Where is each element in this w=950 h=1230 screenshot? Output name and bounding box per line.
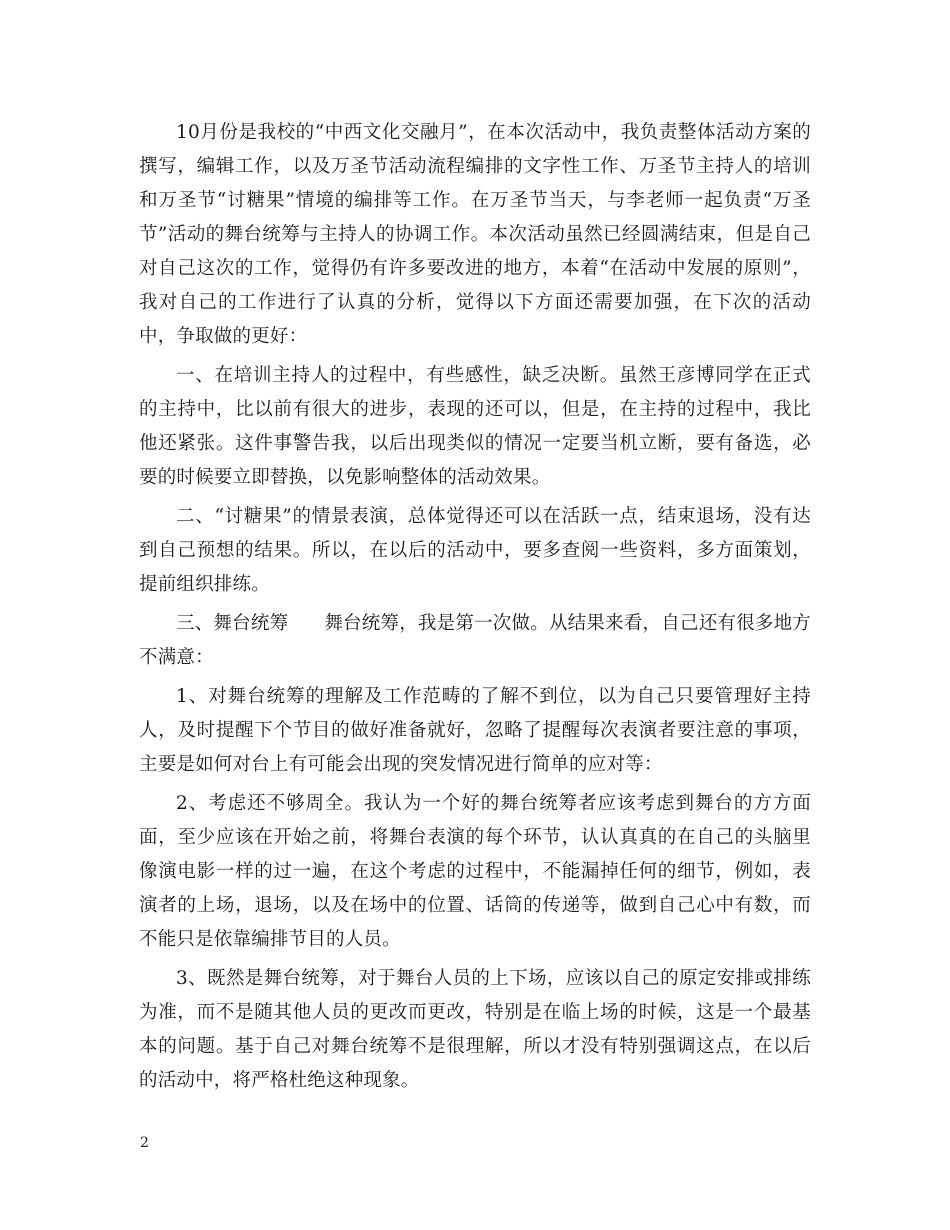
list-item-3: 3、既然是舞台统筹，对于舞台人员的上下场，应该以自己的原定安排或排练为准，而不是随其他人员的更改而更改，特别是在临上场的时候，这是一个最基本的问题。基于自己对舞台统筹不是很理解，所以才没有特别强调这点，在以后的活动中，将严格杜绝这种现象。: [139, 968, 811, 1091]
paragraph-point-three: [139, 607, 811, 675]
document-body: [139, 116, 811, 1103]
section-three-text: 舞台统筹，我是第一次做。从结果来看，自己还有很多地方不满意：: [139, 613, 811, 668]
list-item-1: 1、对舞台统筹的理解及工作范畴的了解不到位，以为自己只要管理好主持人，及时提醒下个节目的做好准备就好，忽略了提醒每次表演者要注意的事项，主要是如何对台上有可能会出现的突发情况进行简单的应对等：: [139, 686, 811, 775]
page-number: 2: [140, 1135, 149, 1151]
section-three-heading: 三、舞台统筹: [176, 613, 289, 634]
paragraph-intro: 10月份是我校的“中西文化交融月”，在本次活动中，我负责整体活动方案的撰写，编辑工作，以及万圣节活动流程编排的文字性工作、万圣节主持人的培训和万圣节“讨糖果”情境的编排等工作。在万圣节当天，与李老师一起负责“万圣节”活动的舞台统筹与主持人的协调工作。本次活动虽然已经圆满结束，但是自己对自己这次的工作，觉得仍有许多要改进的地方，本着“在活动中发展的原则”，我对自己的工作进行了认真的分析，觉得以下方面还需要加强，在下次的活动中，争取做的更好：: [139, 122, 811, 347]
paragraph-point-two: 二、“讨糖果”的情景表演，总体觉得还可以在活跃一点，结束退场，没有达到自己预想的结果。所以，在以后的活动中，要多查阅一些资料，多方面策划，提前组织排练。: [139, 506, 811, 595]
list-item-2: 2、考虑还不够周全。我认为一个好的舞台统筹者应该考虑到舞台的方方面面，至少应该在开始之前，将舞台表演的每个环节，认认真真的在自己的头脑里像演电影一样的过一遍，在这个考虑的过程中，不能漏掉任何的细节，例如，表演者的上场，退场，以及在场中的位置、话筒的传递等，做到自己心中有数，而不能只是依靠编排节目的人员。: [139, 793, 811, 950]
paragraph-point-one: 一、在培训主持人的过程中，有些感性，缺乏决断。虽然王彦博同学在正式的主持中，比以前有很大的进步，表现的还可以，但是，在主持的过程中，我比他还紧张。这件事警告我，以后出现类似的情况一定要当机立断，要有备选，必要的时候要立即替换，以免影响整体的活动效果。: [139, 365, 811, 488]
